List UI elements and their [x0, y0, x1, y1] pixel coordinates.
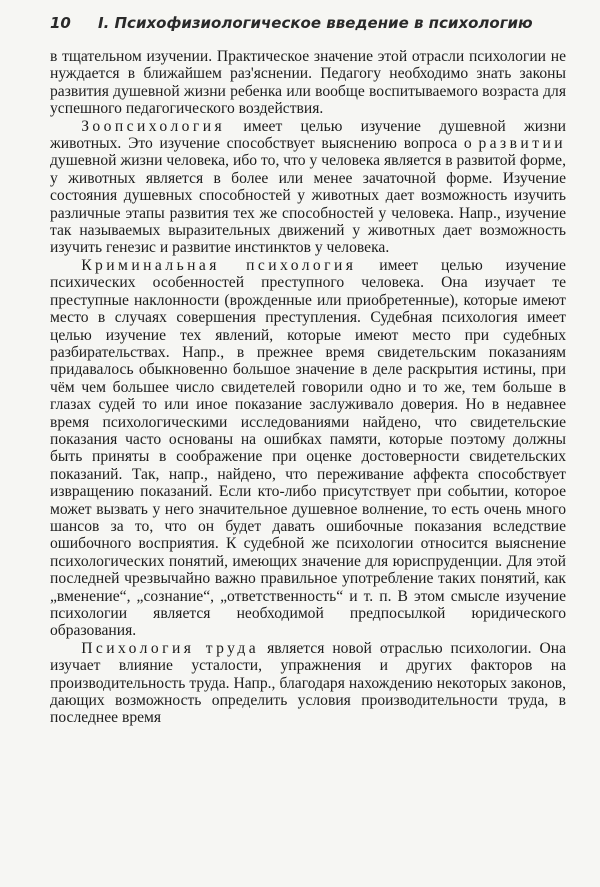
paragraph-zoopsychology: [50, 118, 566, 257]
page-number: 10: [50, 14, 71, 32]
running-head: [50, 14, 566, 40]
paragraph-text: имеет целью изучение душевной жизни животных. Это изучение способствует выяснению вопроса о: [50, 117, 566, 153]
emphasis-development: развитии: [478, 135, 566, 153]
term-zoopsychology: Зоопсихология: [81, 117, 226, 135]
term-criminal-psychology: Криминальная психология: [81, 256, 357, 274]
paragraph-text: душевной жизни человека, ибо то, что у человека является в развитой форме, у животных является в более или менее зачаточной форме. Изучение состояния душевных способностей у животных дает возможность изучить различные этапы развития тех же способностей у человека. Напр., изучение так называемых выразительных движений у животных дает возможность изучить генезис и развитие инстинктов у человека.: [50, 152, 566, 257]
paragraph-text: имеет целью изучение психических особенностей преступного человека. Она изучает те преступные наклонности (врожденные или приобретенные), которые имеют место в случаях совершения преступления. Судебная психология имеет целью изучение тех явлений, которые имеют место при судебных разбирательствах. Напр., в прежнее время свидетельским показаниям придавалось обыкновенно большое значение в деле раскрытия истины, при чём чем большее число свидетелей говорили одно и то же, тем больше в глазах судей то или иное показание заслуживало доверия. Но в недавнее время психологическими исследованиями найдено, что свидетельские показания часто основаны на ошибках памяти, которые поэтому должны быть приняты в соображение при оценке достоверности свидетельских показаний. Так, напр., найдено, что переживание аффекта способствует извращению показаний. Если кто-либо присутствует при событии, которое может вызвать у него значительное душевное волнение, то есть очень много шансов за то, что он будет давать ошибочные показания вследствие ошибочного восприятия. К судебной же психологии относится выяснение психологических понятий, имеющих значение для юриспруденции. Для этой последней чрезвычайно важно правильное употребление таких понятий, как „вменение“, „сознание“, „ответственность“ и т. п. В этом смысле изучение психологии является необходимой предпосылкой юридического образования.: [50, 256, 566, 640]
paragraph-text: является новой отраслью психологии. Она изучает влияние усталости, упражнения и других факторов на производительность труда. Напр., благодаря нахождению некоторых законов, дающих возможность определить условия производительности труда, в последнее время: [50, 639, 566, 727]
body-text: [50, 48, 566, 727]
paragraph-labor-psychology: [50, 640, 566, 727]
paragraph-continuation: [50, 48, 566, 118]
running-title: I. Психофизиологическое введение в психологию: [98, 14, 533, 32]
paragraph-criminal-psychology: [50, 257, 566, 640]
paragraph-text: в тщательном изучении. Практическое значение этой отрасли психологии не нуждается в ближайшем раз'яснении. Педагогу необходимо знать законы развития душевной жизни ребенка или вообще воспитываемого возраста для успешного педагогического воздействия.: [50, 48, 566, 118]
term-labor-psychology: Психология труда: [81, 639, 260, 657]
